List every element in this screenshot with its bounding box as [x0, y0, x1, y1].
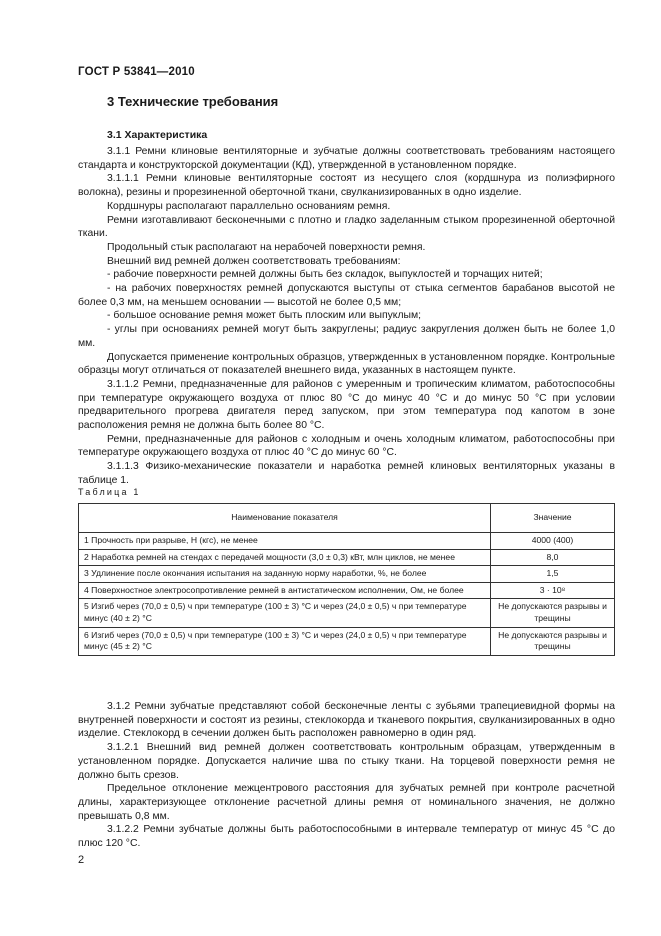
- table-cell-value: 3 · 10⁸: [491, 582, 615, 599]
- table-cell-value: Не допускаются разрывы и трещины: [491, 627, 615, 655]
- paragraph: Продольный стык располагают на нерабочей поверхности ремня.: [107, 241, 426, 253]
- table-cell-value: 1,5: [491, 566, 615, 583]
- paragraph: - большое основание ремня может быть плоским или выпуклым;: [107, 310, 422, 322]
- table-header-name: Наименование показателя: [79, 504, 491, 533]
- text-block-characteristics: [78, 145, 615, 488]
- table-cell-value: 4000 (400): [491, 533, 615, 550]
- table-cell-name: 5 Изгиб через (70,0 ± 0,5) ч при температуре (100 ± 3) °С и через (24,0 ± 0,5) ч при температуре минус (40 ± 2) °С: [79, 599, 491, 627]
- table-1: [78, 503, 615, 656]
- table-row: [79, 582, 615, 599]
- standard-header: ГОСТ Р 53841—2010: [78, 66, 195, 78]
- table-cell-value: 8,0: [491, 549, 615, 566]
- paragraph: - рабочие поверхности ремней должны быть без складок, выпуклостей и торчащих нитей;: [107, 269, 543, 281]
- table-cell-name: 1 Прочность при разрыве, Н (кгс), не менее: [79, 533, 491, 550]
- paragraph: Ремни изготавливают бесконечными с плотно и гладко заделанным стыком прорезиненной оберточной ткани.: [78, 214, 615, 240]
- paragraph: Предельное отклонение межцентрового расстояния для зубчатых ремней при контроле расчетной длины, характеризующее отклонение расчетной длины ремня от номинального значения, не должно превышать 0,8 мм.: [78, 783, 615, 822]
- table-header-row: [79, 504, 615, 533]
- paragraph: - углы при основаниях ремней могут быть закруглены; радиус закругления должен быть не более 1,0 мм.: [78, 324, 615, 349]
- subsection-title: 3.1 Характеристика: [107, 129, 208, 141]
- table-row: [79, 549, 615, 566]
- paragraph: 3.1.2.2 Ремни зубчатые должны быть работоспособными в интервале температур от минус 45 °С до плюс 120 °С.: [78, 824, 615, 850]
- paragraph: Внешний вид ремней должен соответствовать требованиям:: [107, 255, 401, 267]
- table-cell-name: 6 Изгиб через (70,0 ± 0,5) ч при температуре (100 ± 3) °С и через (24,0 ± 0,5) ч при температуре минус (45 ± 2) °С: [79, 627, 491, 655]
- paragraph: - на рабочих поверхностях ремней допускаются выступы от стыка сегментов барабанов высотой не более 0,3 мм, на меньшем основании — высотой не более 0,5 мм;: [78, 283, 615, 308]
- paragraph: Кордшнуры располагают параллельно основаниям ремня.: [107, 200, 391, 212]
- section-title: 3 Технические требования: [107, 94, 279, 109]
- table-row: [79, 627, 615, 655]
- paragraph: 3.1.2 Ремни зубчатые представляют собой бесконечные ленты с зубьями трапециевидной формы на внутренней поверхности и состоят из резины, стеклокорда и тканевого покрытия, свулканизированных в одно изделие. Стеклокорд в сечении должен быть расположен равномерно в один ряд.: [78, 701, 615, 740]
- paragraph: 3.1.2.1 Внешний вид ремней должен соответствовать контрольным образцам, утвержденным в установленном порядке. Допускается наличие шва по стыку ткани. На торцевой поверхности ремня не должно быть срезов.: [78, 742, 615, 781]
- table-row: [79, 599, 615, 627]
- table-row: [79, 566, 615, 583]
- paragraph: 3.1.1.2 Ремни, предназначенные для районов с умеренным и тропическим климатом, работоспособны при температуре окружающего воздуха от плюс 80 °С до минус 40 °С и до минус 50 °С при условии предварительного прогрева двигателя перед запуском, при этом температура под капотом в зоне расположения ремня не должна быть более 80 °С.: [78, 378, 615, 432]
- table-cell-name: 4 Поверхностное электросопротивление ремней в антистатическом исполнении, Ом, не более: [79, 582, 491, 599]
- paragraph: 3.1.1 Ремни клиновые вентиляторные и зубчатые должны соответствовать требованиям настоящего стандарта и конструкторской документации (КД), утвержденной в установленном порядке.: [78, 146, 615, 171]
- page-number: 2: [78, 854, 85, 866]
- table-cell-value: Не допускаются разрывы и трещины: [491, 599, 615, 627]
- table-caption: Таблица 1: [78, 487, 141, 497]
- paragraph: 3.1.1.1 Ремни клиновые вентиляторные состоят из несущего слоя (кордшнура из полиэфирного волокна), резины и прорезиненной оберточной ткани, свулканизированных в одно изделие.: [78, 173, 615, 199]
- paragraph: Допускается применение контрольных образцов, утвержденных в установленном порядке. Контрольные образцы могут отличаться от показателей внешнего вида, указанных в настоящем пункте.: [78, 351, 615, 377]
- paragraph: 3.1.1.3 Физико-механические показатели и наработка ремней клиновых вентиляторных указаны в таблице 1.: [78, 461, 615, 486]
- table-cell-name: 2 Наработка ремней на стендах с передачей мощности (3,0 ± 0,3) кВт, млн циклов, не менее: [79, 549, 491, 566]
- paragraph: Ремни, предназначенные для районов с холодным и очень холодным климатом, работоспособны при температуре окружающего воздуха от плюс 40 °С до минус 60 °С.: [78, 433, 615, 459]
- text-block-toothed-belts: [78, 700, 615, 851]
- table-cell-name: 3 Удлинение после окончания испытания на заданную норму наработки, %, не более: [79, 566, 491, 583]
- table-row: [79, 533, 615, 550]
- table-header-value: Значение: [491, 504, 615, 533]
